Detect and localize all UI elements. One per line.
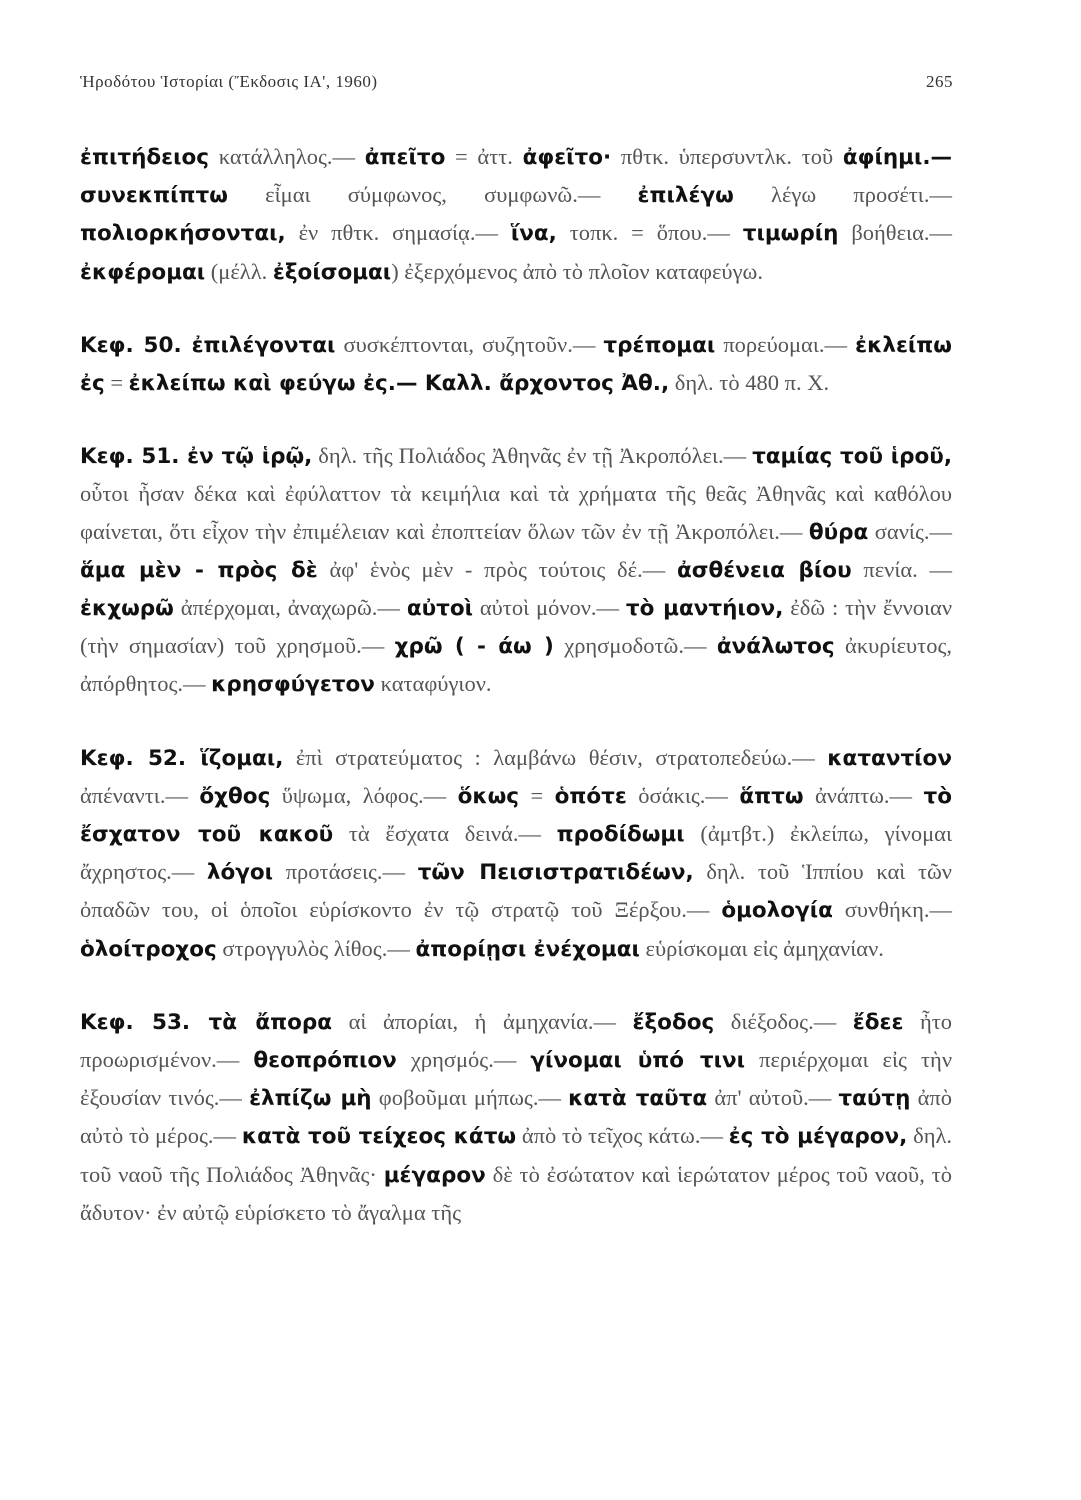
headword: μέγαρον — [383, 1162, 486, 1188]
gloss-text: ἀπέναντι.— — [80, 782, 200, 808]
gloss-text: ἀπέρχομαι, ἀναχωρῶ.— — [173, 595, 407, 621]
gloss-text: = — [104, 370, 129, 396]
gloss-text: καταφύγιον. — [374, 671, 492, 697]
headword: κρησφύγετον — [211, 672, 375, 698]
headword: πολιορκήσονται, — [80, 221, 286, 247]
gloss-text: ὕψωμα, λόφος.— — [270, 782, 458, 808]
paragraph — [80, 1003, 952, 1231]
headword: ἀπεῖτο — [364, 145, 446, 170]
headword: Κεφ. 50. ἐπιλέγονται — [80, 332, 336, 358]
gloss-text: στρογγυλὸς λίθος.— — [216, 935, 416, 961]
paragraph — [80, 326, 952, 402]
gloss-text: ) ἐξερχόμενος ἀπὸ τὸ πλοῖον καταφεύγω. — [391, 258, 763, 284]
headword: ἐκφέρομαι — [80, 259, 206, 285]
gloss-text: ἀπ' αὐτοῦ.— — [707, 1085, 839, 1111]
headword: ἀφεῖτο· — [522, 145, 612, 170]
gloss-text: δηλ. τὸ 480 π. Χ. — [669, 370, 830, 396]
gloss-text: ὁσάκις.— — [626, 782, 740, 808]
headword: ταύτῃ — [838, 1086, 911, 1112]
gloss-text: ἐδῶ : τὴν ἔννοιαν (τὴν σημασίαν) τοῦ χρησμοῦ.— — [80, 595, 953, 659]
gloss-text: λέγω προσέτι.— — [733, 182, 952, 208]
headword: ἐκλείπω ἐς — [80, 332, 952, 397]
gloss-text: βοήθεια.— — [838, 220, 952, 246]
headword: ἐπιλέγω — [637, 183, 734, 209]
headword: ἐκλείπω καὶ φεύγω ἐς.— Καλλ. ἄρχοντος Ἀθ., — [128, 371, 670, 397]
headword: ἐπιτήδειος — [80, 145, 210, 170]
gloss-text: ἀκυρίευτος, ἀπόρθητος.— — [80, 633, 952, 697]
gloss-text: χρησμός.— — [396, 1047, 531, 1073]
gloss-text: φοβοῦμαι μήπως.— — [371, 1085, 569, 1111]
headword: αὐτοὶ — [406, 596, 473, 622]
headword: ἀφίημι.— συνεκπίπτω — [80, 145, 952, 209]
headword: ἅμα μὲν - πρὸς δὲ — [80, 557, 318, 583]
gloss-text: = ἀττ. — [445, 144, 523, 169]
gloss-text: τοπκ. = ὅπου.— — [556, 220, 743, 246]
headword: καταντίον — [827, 745, 952, 771]
headword: κατὰ ταῦτα — [568, 1086, 708, 1112]
gloss-text: διέξοδος.— — [714, 1008, 853, 1034]
gloss-text: αἱ ἀπορίαι, ἡ ἀμηχανία.— — [332, 1008, 633, 1034]
gloss-text: πορεύομαι.— — [715, 331, 856, 357]
headword: τῶν Πεισιστρατιδέων, — [417, 860, 694, 886]
gloss-text: (ἀμτβτ.) ἐκλείπω, γίνομαι ἄχρηστος.— — [80, 821, 953, 885]
headword: προδίδωμι — [556, 822, 685, 848]
headword: κατὰ τοῦ τείχεος κάτω — [241, 1124, 517, 1150]
gloss-text: χρησμοδοτῶ.— — [553, 633, 717, 659]
headword: ἐς τὸ μέγαρον, — [728, 1124, 908, 1150]
headword: Κεφ. 53. τὰ ἄπορα — [80, 1009, 333, 1035]
gloss-text: δηλ. τοῦ Ἱππίου καὶ τῶν ὀπαδῶν του, οἱ ὁποῖοι εὑρίσκοντο ἐν τῷ στρατῷ τοῦ Ξέρξου.— — [80, 859, 952, 923]
headword: ἵνα, — [510, 221, 557, 247]
headword: ὁπότε — [554, 783, 627, 809]
gloss-text: ἀνάπτω.— — [803, 782, 924, 808]
headword: τρέπομαι — [603, 332, 716, 358]
gloss-text: ἀφ' ἑνὸς μὲν - πρὸς τούτοις δέ.— — [317, 556, 677, 582]
glossary-body — [80, 138, 952, 1231]
headword: ὁλοίτροχος — [80, 936, 217, 962]
gloss-text: συνθήκη.— — [832, 897, 952, 923]
gloss-text: συσκέπτονται, συζητοῦν.— — [335, 331, 604, 357]
gloss-text: ἦτο προωρισμένον.— — [80, 1008, 953, 1073]
gloss-text: τὰ ἔσχατα δεινά.— — [333, 821, 557, 847]
headword: ἐξοίσομαι — [272, 259, 392, 285]
gloss-text: πενία. — — [851, 556, 953, 582]
headword: ἀνάλωτος — [716, 634, 835, 660]
gloss-text: ἐν πθτκ. σημασίᾳ.— — [285, 220, 511, 246]
gloss-text: δηλ. τῆς Πολιάδος Ἀθηνᾶς ἐν τῇ Ἀκροπόλει.— — [312, 443, 753, 469]
headword: λόγοι — [206, 860, 274, 886]
headword: ὄχθος — [199, 783, 271, 809]
gloss-text: = — [519, 782, 555, 808]
headword: ὅκως — [457, 783, 520, 809]
headword: ἔξοδος — [632, 1009, 715, 1035]
paragraph — [80, 138, 952, 291]
headword: ἐλπίζω μὴ — [249, 1086, 372, 1112]
headword: Κεφ. 52. ἵζομαι, — [80, 745, 284, 771]
headword: ταμίας τοῦ ἱροῦ, — [752, 444, 952, 470]
gloss-text: κατάλληλος.— — [209, 144, 365, 169]
headword: γίνομαι ὑπό τινι — [530, 1048, 746, 1074]
gloss-text: προτάσεις.— — [273, 859, 418, 885]
gloss-text: δὲ τὸ ἐσώτατον καὶ ἱερώτατον μέρος τοῦ ναοῦ, τὸ ἄδυτον· ἐν αὐτῷ εὑρίσκετο τὸ ἄγαλμα τῆς — [80, 1161, 952, 1225]
gloss-text: ἐπὶ στρατεύματος : λαμβάνω θέσιν, στρατοπεδεύω.— — [283, 744, 828, 770]
gloss-text: πθτκ. ὑπερσυντλκ. τοῦ — [611, 144, 843, 169]
gloss-text: δηλ. τοῦ ναοῦ τῆς Πολιάδος Ἀθηνᾶς· — [80, 1123, 952, 1187]
running-title: Ἡροδότου Ἱστορίαι (Ἔκδοσις ΙΑ', 1960) — [80, 72, 378, 91]
headword: τιμωρίη — [742, 221, 839, 247]
gloss-text: (μέλλ. — [205, 258, 273, 284]
paragraph — [80, 437, 952, 703]
headword: ἅπτω — [739, 783, 804, 809]
gloss-text: σανίς.— — [868, 518, 952, 544]
headword: ἔδεε — [852, 1009, 904, 1035]
headword: θύρα — [808, 519, 869, 545]
page-number: 265 — [926, 72, 953, 91]
headword: Κεφ. 51. ἐν τῷ ἱρῷ, — [80, 444, 313, 470]
paragraph — [80, 739, 952, 968]
headword: θεοπρόπιον — [253, 1048, 397, 1074]
gloss-text: αὐτοὶ μόνον.— — [472, 595, 626, 621]
running-header — [80, 72, 953, 92]
headword: ἀπορίῃσι ἐνέχομαι — [415, 936, 640, 962]
gloss-text: περιέρχομαι εἰς τὴν ἐξουσίαν τινός.— — [80, 1047, 952, 1111]
gloss-text: ἀπὸ τὸ τεῖχος κάτω.— — [516, 1123, 729, 1149]
headword: τὸ μαντήιον, — [625, 596, 784, 622]
headword: ἐκχωρῶ — [80, 596, 174, 622]
headword: τὸ ἔσχατον τοῦ κακοῦ — [80, 783, 952, 848]
gloss-text: οὗτοι ἦσαν δέκα καὶ ἐφύλαττον τὰ κειμήλια καὶ τὰ χρήματα τῆς θεᾶς Ἀθηνᾶς καὶ καθόλου φαίνεται, ὅτι εἶχον τὴν ἐπιμέλειαν καὶ ἐποπτείαν ὅλων τῶν ἐν τῇ Ἀκροπόλει.— — [80, 481, 952, 544]
gloss-text: εὑρίσκομαι εἰς ἀμηχανίαν. — [639, 935, 884, 961]
gloss-text: ἀπὸ αὐτὸ τὸ μέρος.— — [80, 1085, 953, 1149]
gloss-text: εἶμαι σύμφωνος, συμφωνῶ.— — [227, 182, 638, 208]
headword: ὁμολογία — [721, 898, 833, 924]
headword: ἀσθένεια βίου — [676, 557, 852, 583]
headword: χρῶ ( - άω ) — [394, 634, 554, 660]
